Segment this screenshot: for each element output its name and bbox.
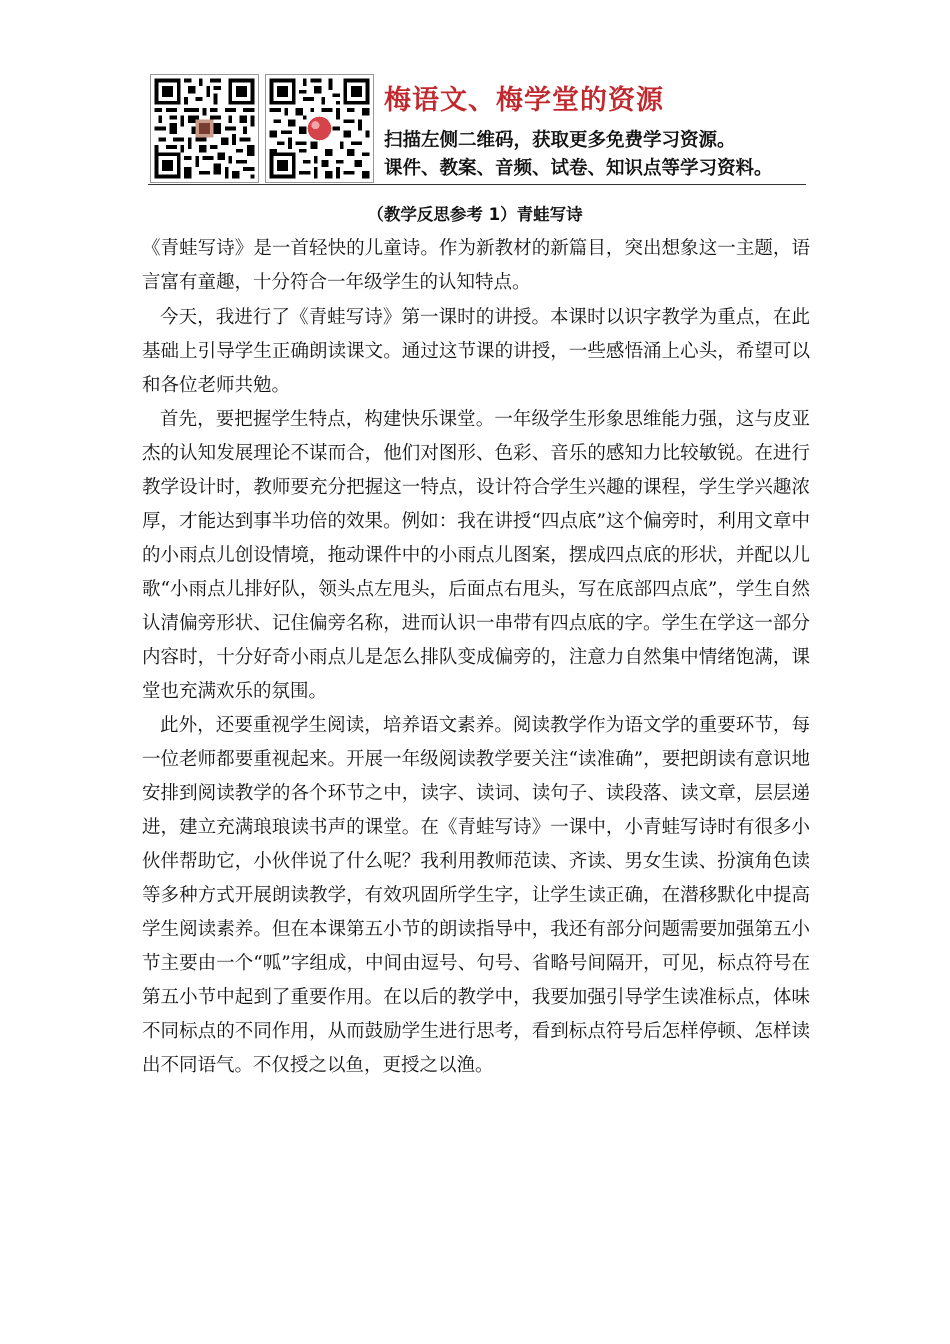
resource-banner bbox=[148, 72, 806, 185]
paragraph: 此外，还要重视学生阅读，培养语文素养。阅读教学作为语文学的重要环节，每一位老师都要重视起来。开展一年级阅读教学要关注“读准确”，要把朗读有意识地安排到阅读教学的各个环节之中，读字、读词、读句子、读段落、读文章，层层递进，建立充满琅琅读书声的课堂。在《青蛙写诗》一课中，小青蛙写诗时有很多小伙伴帮助它，小伙伴说了什么呢？我利用教师范读、齐读、男女生读、扮演角色读等多种方式开展朗读教学，有效巩固所学生字，让学生读正确，在潜移默化中提高学生阅读素养。但在本课第五小节的朗读指导中，我还有部分问题需要加强第五小节主要由一个“呱”字组成，中间由逗号、句号、省略号间隔开，可见，标点符号在第五小节中起到了重要作用。在以后的教学中，我要加强引导学生读准标点，体味不同标点的不同作用，从而鼓励学生进行思考，看到标点符号后怎样停顿、怎样读出不同语气。不仅授之以鱼，更授之以渔。 bbox=[142, 715, 810, 1076]
qr-code-icon bbox=[151, 75, 258, 182]
banner-tagline: 扫描左侧二维码，获取更多免费学习资源。 bbox=[384, 130, 736, 151]
document-title: （教学反思参考 1）青蛙写诗 bbox=[367, 205, 583, 224]
qr-code-left[interactable] bbox=[150, 74, 259, 183]
qr-code-right[interactable] bbox=[265, 74, 374, 183]
document-body bbox=[142, 232, 810, 1083]
qr-code-icon bbox=[266, 75, 373, 182]
paragraph: 今天，我进行了《青蛙写诗》第一课时的讲授。本课时以识字教学为重点，在此基础上引导学生正确朗读课文。通过这节课的讲授，一些感悟涌上心头，希望可以和各位老师共勉。 bbox=[142, 307, 810, 396]
banner-tagline: 课件、教案、音频、试卷、知识点等学习资料。 bbox=[384, 158, 773, 179]
paragraph: 首先，要把握学生特点，构建快乐课堂。一年级学生形象思维能力强，这与皮亚杰的认知发展理论不谋而合，他们对图形、色彩、音乐的感知力比较敏锐。在进行教学设计时，教师要充分把握这一特点，设计符合学生兴趣的课程，学生学兴趣浓厚，才能达到事半功倍的效果。例如：我在讲授“四点底”这个偏旁时，利用文章中的小雨点儿创设情境，拖动课件中的小雨点儿图案，摆成四点底的形状，并配以儿歌“小雨点儿排好队，领头点左甩头，后面点右甩头，写在底部四点底”，学生自然认清偏旁形状、记住偏旁名称，进而认识一串带有四点底的字。学生在学这一部分内容时，十分好奇小雨点儿是怎么排队变成偏旁的，注意力自然集中情绪饱满，课堂也充满欢乐的氛围。 bbox=[142, 409, 810, 702]
paragraph: 《青蛙写诗》是一首轻快的儿童诗。作为新教材的新篇目，突出想象这一主题，语言富有童趣，十分符合一年级学生的认知特点。 bbox=[142, 238, 810, 293]
brand-title: 梅语文、梅学堂的资源 bbox=[384, 85, 664, 116]
